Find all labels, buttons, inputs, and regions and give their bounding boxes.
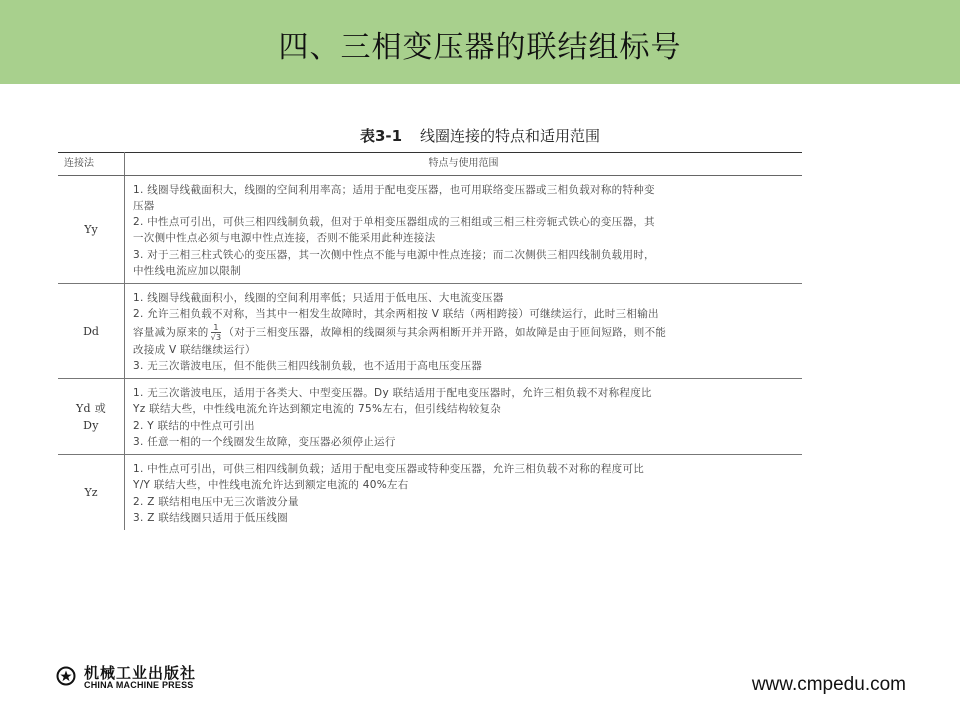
description-line: 3. 任意一相的一个线圈发生故障，变压器必须停止运行 — [133, 435, 396, 448]
description-line: 1. 线圈导线截面积小，线圈的空间利用率低；只适用于低电压、大电流变压器 — [133, 292, 504, 305]
description-line: Yz 联结大些，中性线电流允许达到额定电流的 75%左右，但引线结构较复杂 — [133, 403, 502, 416]
table-caption-text: 线圈连接的特点和适用范围 — [420, 127, 601, 145]
row-description-yy — [125, 175, 803, 284]
description-line: 改接成 V 联结继续运行） — [133, 343, 256, 356]
title-banner — [0, 0, 960, 84]
table-caption — [300, 125, 660, 146]
method-line: Yd 或 — [76, 401, 106, 415]
description-line: 2. 允许三相负载不对称，当其中一相发生故障时，其余两相按 V 联结（两相跨接）可继续运行，此时三相输出 — [133, 308, 659, 321]
description-line: 2. Z 联结相电压中无三次谐波分量 — [133, 495, 299, 508]
fraction-suffix: （对于三相变压器，故障相的线圈须与其余两相断开并开路，如故障是由于匝间短路，则不能 — [223, 326, 667, 339]
publisher-name-en: CHINA MACHINE PRESS — [84, 680, 194, 690]
table-row — [58, 284, 802, 379]
row-method-yz: Yz — [58, 455, 125, 531]
connection-table — [58, 152, 802, 530]
header-description: 特点与使用范围 — [125, 153, 803, 176]
table-row — [58, 455, 802, 531]
page-title: 四、三相变压器的联结组标号 — [278, 30, 682, 65]
star-circle-logo-icon — [56, 666, 76, 686]
description-line: 2. Y 联结的中性点可引出 — [133, 419, 255, 432]
table-row — [58, 379, 802, 455]
row-description-dd — [125, 284, 803, 379]
table-caption-number: 表3-1 — [359, 127, 403, 145]
header-method: 连接法 — [58, 153, 125, 176]
row-method-dd: Dd — [58, 284, 125, 379]
website-url: www.cmpedu.com — [751, 674, 906, 695]
description-line: 压器 — [133, 199, 155, 212]
publisher-logo — [56, 662, 256, 692]
fraction-numerator: 1 — [211, 323, 222, 333]
description-line: 中性线电流应加以限制 — [133, 264, 241, 277]
row-description-yd-dy — [125, 379, 803, 455]
description-line: Y/Y 联结大些，中性线电流允许达到额定电流的 40%左右 — [133, 479, 409, 492]
description-line: 3. 对于三相三柱式铁心的变压器，其一次侧中性点不能与电源中性点连接；而二次侧供三相四线制负载用时， — [133, 248, 655, 261]
fraction-denominator: √3 — [210, 332, 222, 342]
method-line: Dy — [83, 418, 99, 432]
description-line: 2. 中性点可引出，可供三相四线制负载，但对于单相变压器组成的三相组或三相三柱旁轭式铁心的变压器，其 — [133, 216, 655, 229]
description-line: 1. 中性点可引出，可供三相四线制负载；适用于配电变压器或特种变压器，允许三相负载不对称的程度可比 — [133, 463, 645, 476]
description-line: 1. 线圈导线截面积大，线圈的空间利用率高；适用于配电变压器，也可用联络变压器或三相负载对称的特种变 — [133, 183, 655, 196]
row-method-yd-dy — [58, 379, 125, 455]
fraction — [211, 323, 222, 342]
description-line: 3. 无三次谐波电压，但不能供三相四线制负载，也不适用于高电压变压器 — [133, 359, 483, 372]
description-line: 一次侧中性点必须与电源中性点连接，否则不能采用此种连接法 — [133, 232, 436, 245]
table-row — [58, 175, 802, 284]
description-line: 1. 无三次谐波电压，适用于各类大、中型变压器。Dy 联结适用于配电变压器时，允许三相负载不对称程度比 — [133, 387, 652, 400]
table-header-row — [58, 153, 802, 176]
fraction-prefix: 容量减为原来的 — [133, 326, 209, 339]
description-line: 3. Z 联结线圈只适用于低压线圈 — [133, 512, 288, 525]
description-line-with-fraction — [133, 323, 796, 342]
row-description-yz — [125, 455, 803, 531]
row-method-yy: Yy — [58, 175, 125, 284]
publisher-name-cn: 机械工业出版社 — [84, 664, 197, 682]
